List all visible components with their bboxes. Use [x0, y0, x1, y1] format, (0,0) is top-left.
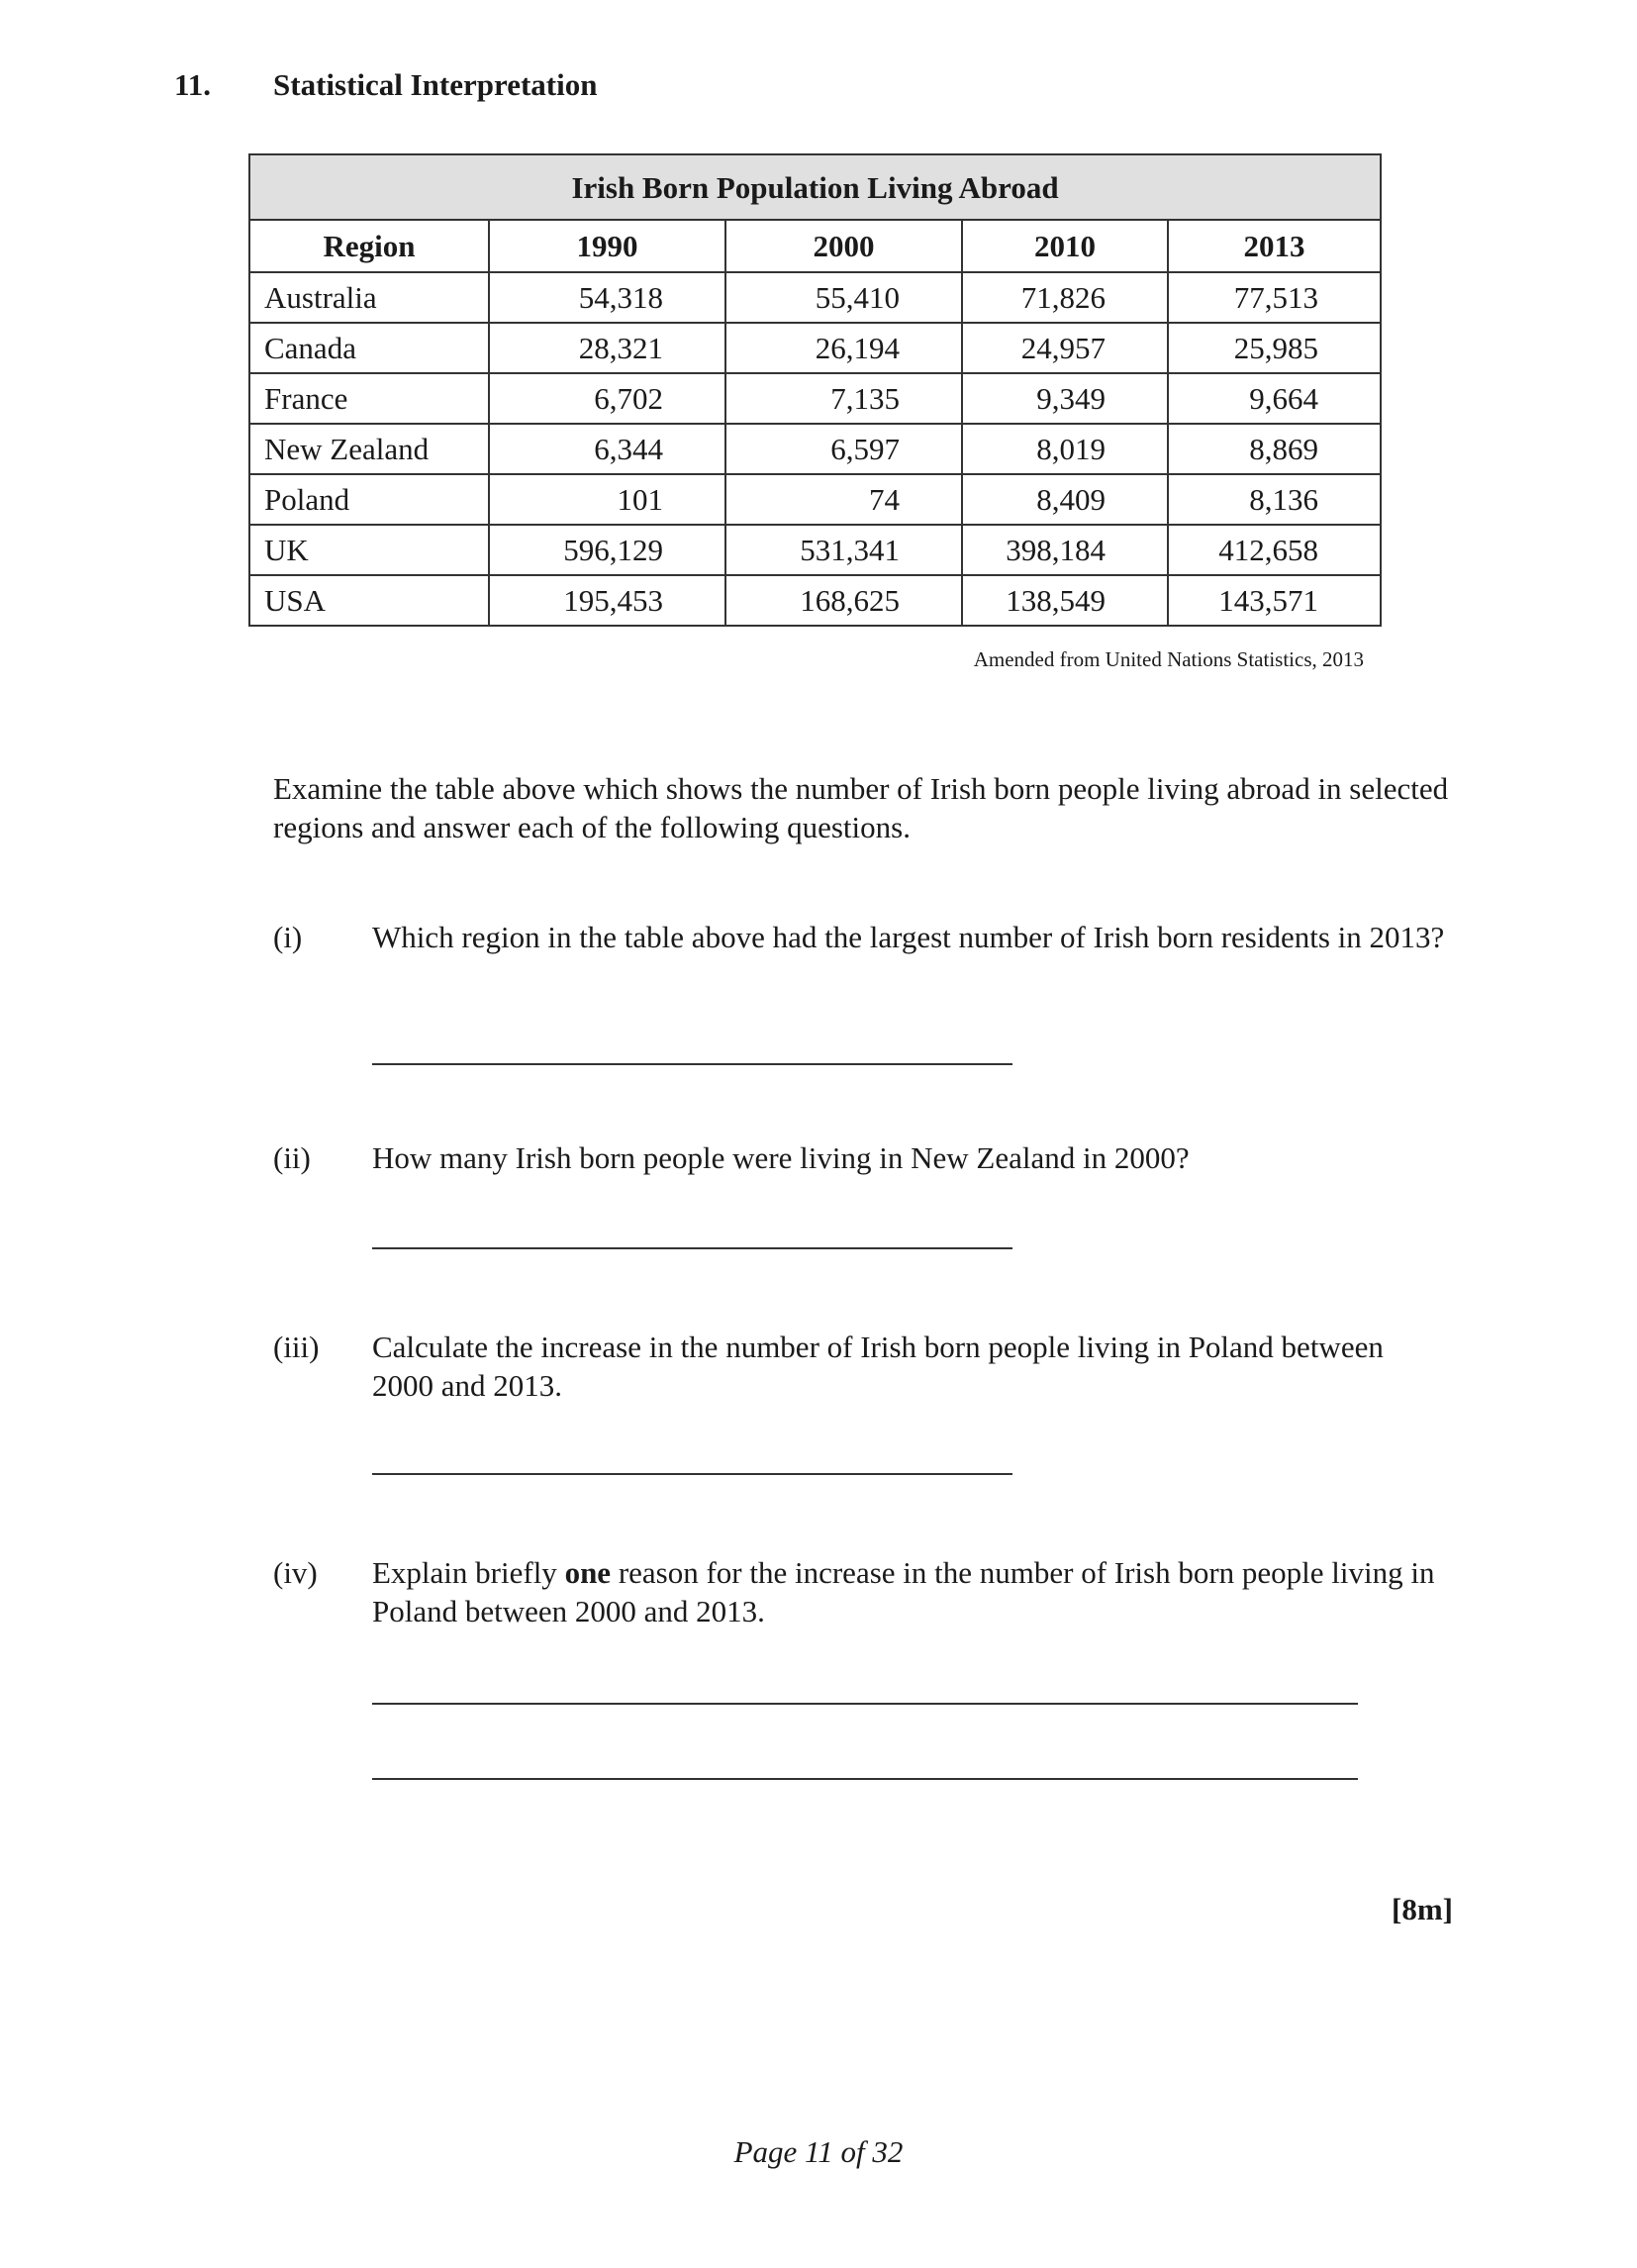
- column-header-2010: 2010: [962, 220, 1168, 272]
- region-cell: Poland: [249, 474, 489, 525]
- value-cell: 71,826: [962, 272, 1168, 323]
- value-cell: 168,625: [725, 575, 962, 626]
- region-cell: USA: [249, 575, 489, 626]
- value-cell: 55,410: [725, 272, 962, 323]
- page-number: Page 11 of 32: [733, 2134, 904, 2169]
- region-cell: France: [249, 373, 489, 424]
- value-cell: 6,702: [489, 373, 725, 424]
- answer-line-ii[interactable]: [372, 1247, 1012, 1249]
- region-cell: Australia: [249, 272, 489, 323]
- part-label: (ii): [273, 1140, 311, 1175]
- table-row: [249, 272, 1381, 323]
- value-cell: 138,549: [962, 575, 1168, 626]
- population-table: [248, 153, 1382, 627]
- part-text: How many Irish born people were living in New Zealand in 2000?: [372, 1140, 1190, 1175]
- value-cell: 6,344: [489, 424, 725, 474]
- value-cell: 25,985: [1168, 323, 1381, 373]
- answer-line-iii[interactable]: [372, 1473, 1012, 1475]
- part-text-before: Explain briefly: [372, 1555, 565, 1590]
- value-cell: 6,597: [725, 424, 962, 474]
- answer-line-iv-1[interactable]: [372, 1703, 1358, 1705]
- value-cell: 596,129: [489, 525, 725, 575]
- part-text-after: reason for the increase in the number of Irish born people living in Poland between 2000 and 2013.: [372, 1555, 1435, 1628]
- value-cell: 28,321: [489, 323, 725, 373]
- region-cell: New Zealand: [249, 424, 489, 474]
- table-caption-row: [249, 154, 1381, 220]
- part-text: [372, 1553, 1451, 1630]
- value-cell: 9,664: [1168, 373, 1381, 424]
- value-cell: 77,513: [1168, 272, 1381, 323]
- answer-line-i[interactable]: [372, 1063, 1012, 1065]
- value-cell: 8,869: [1168, 424, 1381, 474]
- column-header-region: Region: [249, 220, 489, 272]
- table-row: [249, 323, 1381, 373]
- column-header-1990: 1990: [489, 220, 725, 272]
- value-cell: 8,019: [962, 424, 1168, 474]
- intro-text: Examine the table above which shows the number of Irish born people living abroad in selected regions and answer each of the following questions.: [273, 771, 1449, 844]
- value-cell: 26,194: [725, 323, 962, 373]
- answer-line-iv-2[interactable]: [372, 1778, 1358, 1780]
- value-cell: 195,453: [489, 575, 725, 626]
- table-source: Amended from United Nations Statistics, 2013: [973, 647, 1364, 671]
- table-row: [249, 525, 1381, 575]
- part-label: (iv): [273, 1555, 318, 1590]
- question-number: 11.: [174, 67, 212, 102]
- value-cell: 8,136: [1168, 474, 1381, 525]
- column-header-2000: 2000: [725, 220, 962, 272]
- table-row: [249, 373, 1381, 424]
- region-cell: Canada: [249, 323, 489, 373]
- table-row: [249, 424, 1381, 474]
- value-cell: 143,571: [1168, 575, 1381, 626]
- value-cell: 398,184: [962, 525, 1168, 575]
- table-row: [249, 575, 1381, 626]
- value-cell: 9,349: [962, 373, 1168, 424]
- value-cell: 74: [725, 474, 962, 525]
- question-title: Statistical Interpretation: [273, 67, 598, 102]
- table-row: [249, 474, 1381, 525]
- value-cell: 412,658: [1168, 525, 1381, 575]
- part-text: Calculate the increase in the number of Irish born people living in Poland between 2000 and 2013.: [372, 1330, 1384, 1403]
- part-text: Which region in the table above had the largest number of Irish born residents in 2013?: [372, 920, 1445, 954]
- part-text-emphasis: one: [564, 1555, 612, 1590]
- value-cell: 531,341: [725, 525, 962, 575]
- column-header-2013: 2013: [1168, 220, 1381, 272]
- part-label: (iii): [273, 1330, 320, 1364]
- table-header-row: [249, 220, 1381, 272]
- value-cell: 7,135: [725, 373, 962, 424]
- value-cell: 8,409: [962, 474, 1168, 525]
- value-cell: 24,957: [962, 323, 1168, 373]
- value-cell: 54,318: [489, 272, 725, 323]
- value-cell: 101: [489, 474, 725, 525]
- marks-label: [8m]: [1392, 1892, 1453, 1926]
- region-cell: UK: [249, 525, 489, 575]
- table-caption: Irish Born Population Living Abroad: [249, 154, 1381, 220]
- part-label: (i): [273, 920, 303, 954]
